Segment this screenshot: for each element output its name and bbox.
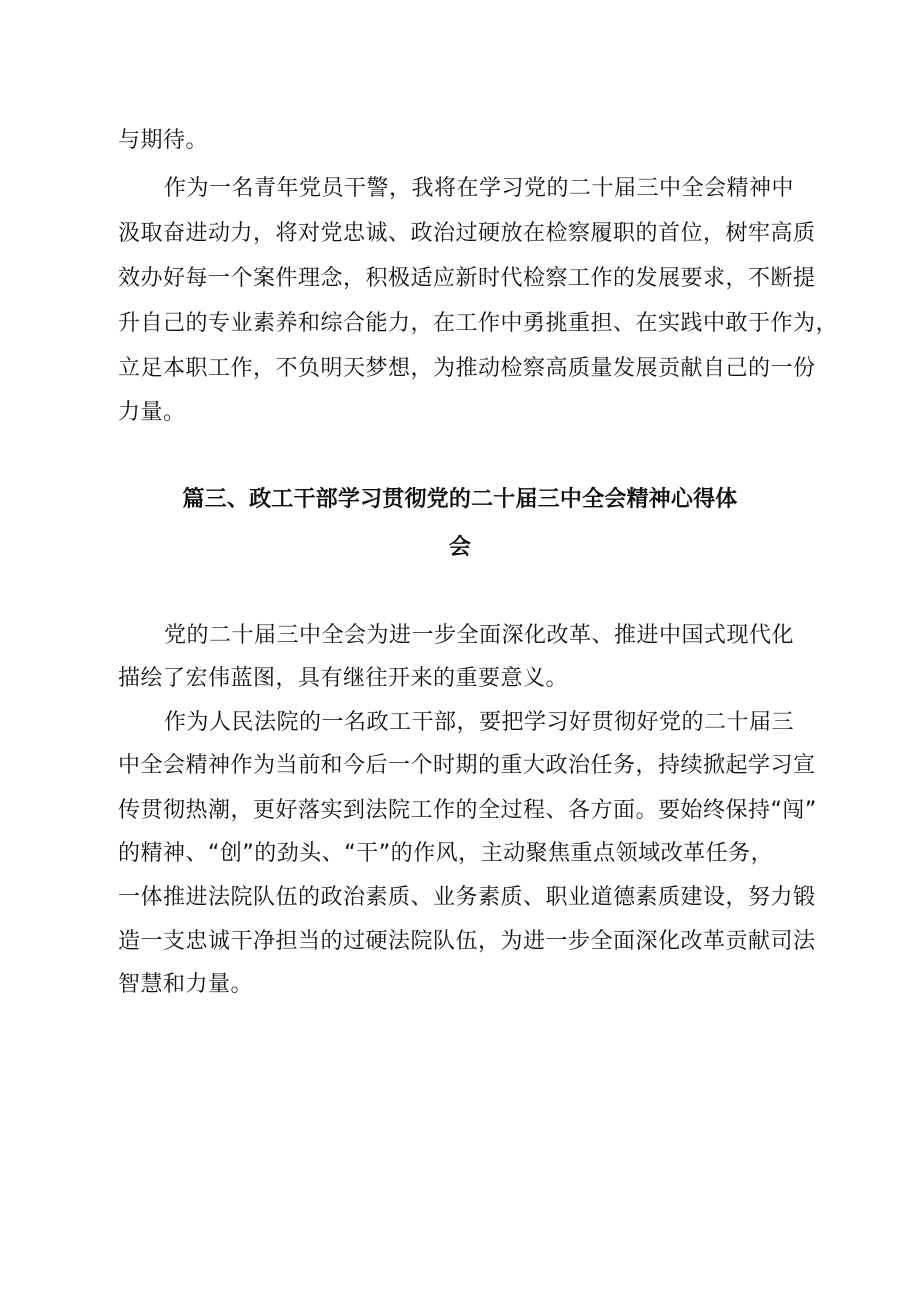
paragraph-4-line-7: 智慧和力量。	[118, 972, 254, 997]
paragraph-4-line-4: 的精神、“创”的劲头、“干”的作风，主动聚焦重点领域改革任务，	[118, 841, 774, 866]
paragraph-4-line-1: 作为人民法院的一名政工干部，要把学习好贯彻好党的二十届三	[164, 710, 795, 735]
paragraph-2-line-6: 力量。	[118, 400, 186, 425]
paragraph-3-line-1: 党的二十届三中全会为进一步全面深化改革、推进中国式现代化	[164, 623, 795, 648]
paragraph-4-line-5: 一体推进法院队伍的政治素质、业务素质、职业道德素质建设，努力锻	[118, 885, 816, 910]
paragraph-1-line-1: 与期待。	[118, 128, 209, 153]
paragraph-2-line-1: 作为一名青年党员干警，我将在学习党的二十届三中全会精神中	[164, 176, 795, 201]
paragraph-2-line-2: 汲取奋进动力，将对党忠诚、政治过硬放在检察履职的首位，树牢高质	[118, 221, 816, 246]
paragraph-4-line-3: 传贯彻热潮，更好落实到法院工作的全过程、各方面。要始终保持“闯”	[118, 798, 817, 823]
section-heading-line-1: 篇三、政工干部学习贯彻党的二十届三中全会精神心得体	[182, 487, 738, 512]
paragraph-3-line-2: 描绘了宏伟蓝图，具有继往开来的重要意义。	[118, 666, 569, 691]
paragraph-2-line-5: 立足本职工作，不负明天梦想，为推动检察高质量发展贡献自己的一份	[118, 356, 816, 381]
paragraph-4-line-2: 中全会精神作为当前和今后一个时期的重大政治任务，持续掀起学习宣	[118, 753, 816, 778]
paragraph-2-line-3: 效办好每一个案件理念，积极适应新时代检察工作的发展要求，不断提	[118, 266, 816, 291]
section-heading-line-2: 会	[448, 535, 472, 560]
paragraph-2-line-4: 升自己的专业素养和综合能力，在工作中勇挑重担、在实践中敢于作为，	[118, 311, 839, 336]
paragraph-4-line-6: 造一支忠诚干净担当的过硬法院队伍，为进一步全面深化改革贡献司法	[118, 929, 816, 954]
